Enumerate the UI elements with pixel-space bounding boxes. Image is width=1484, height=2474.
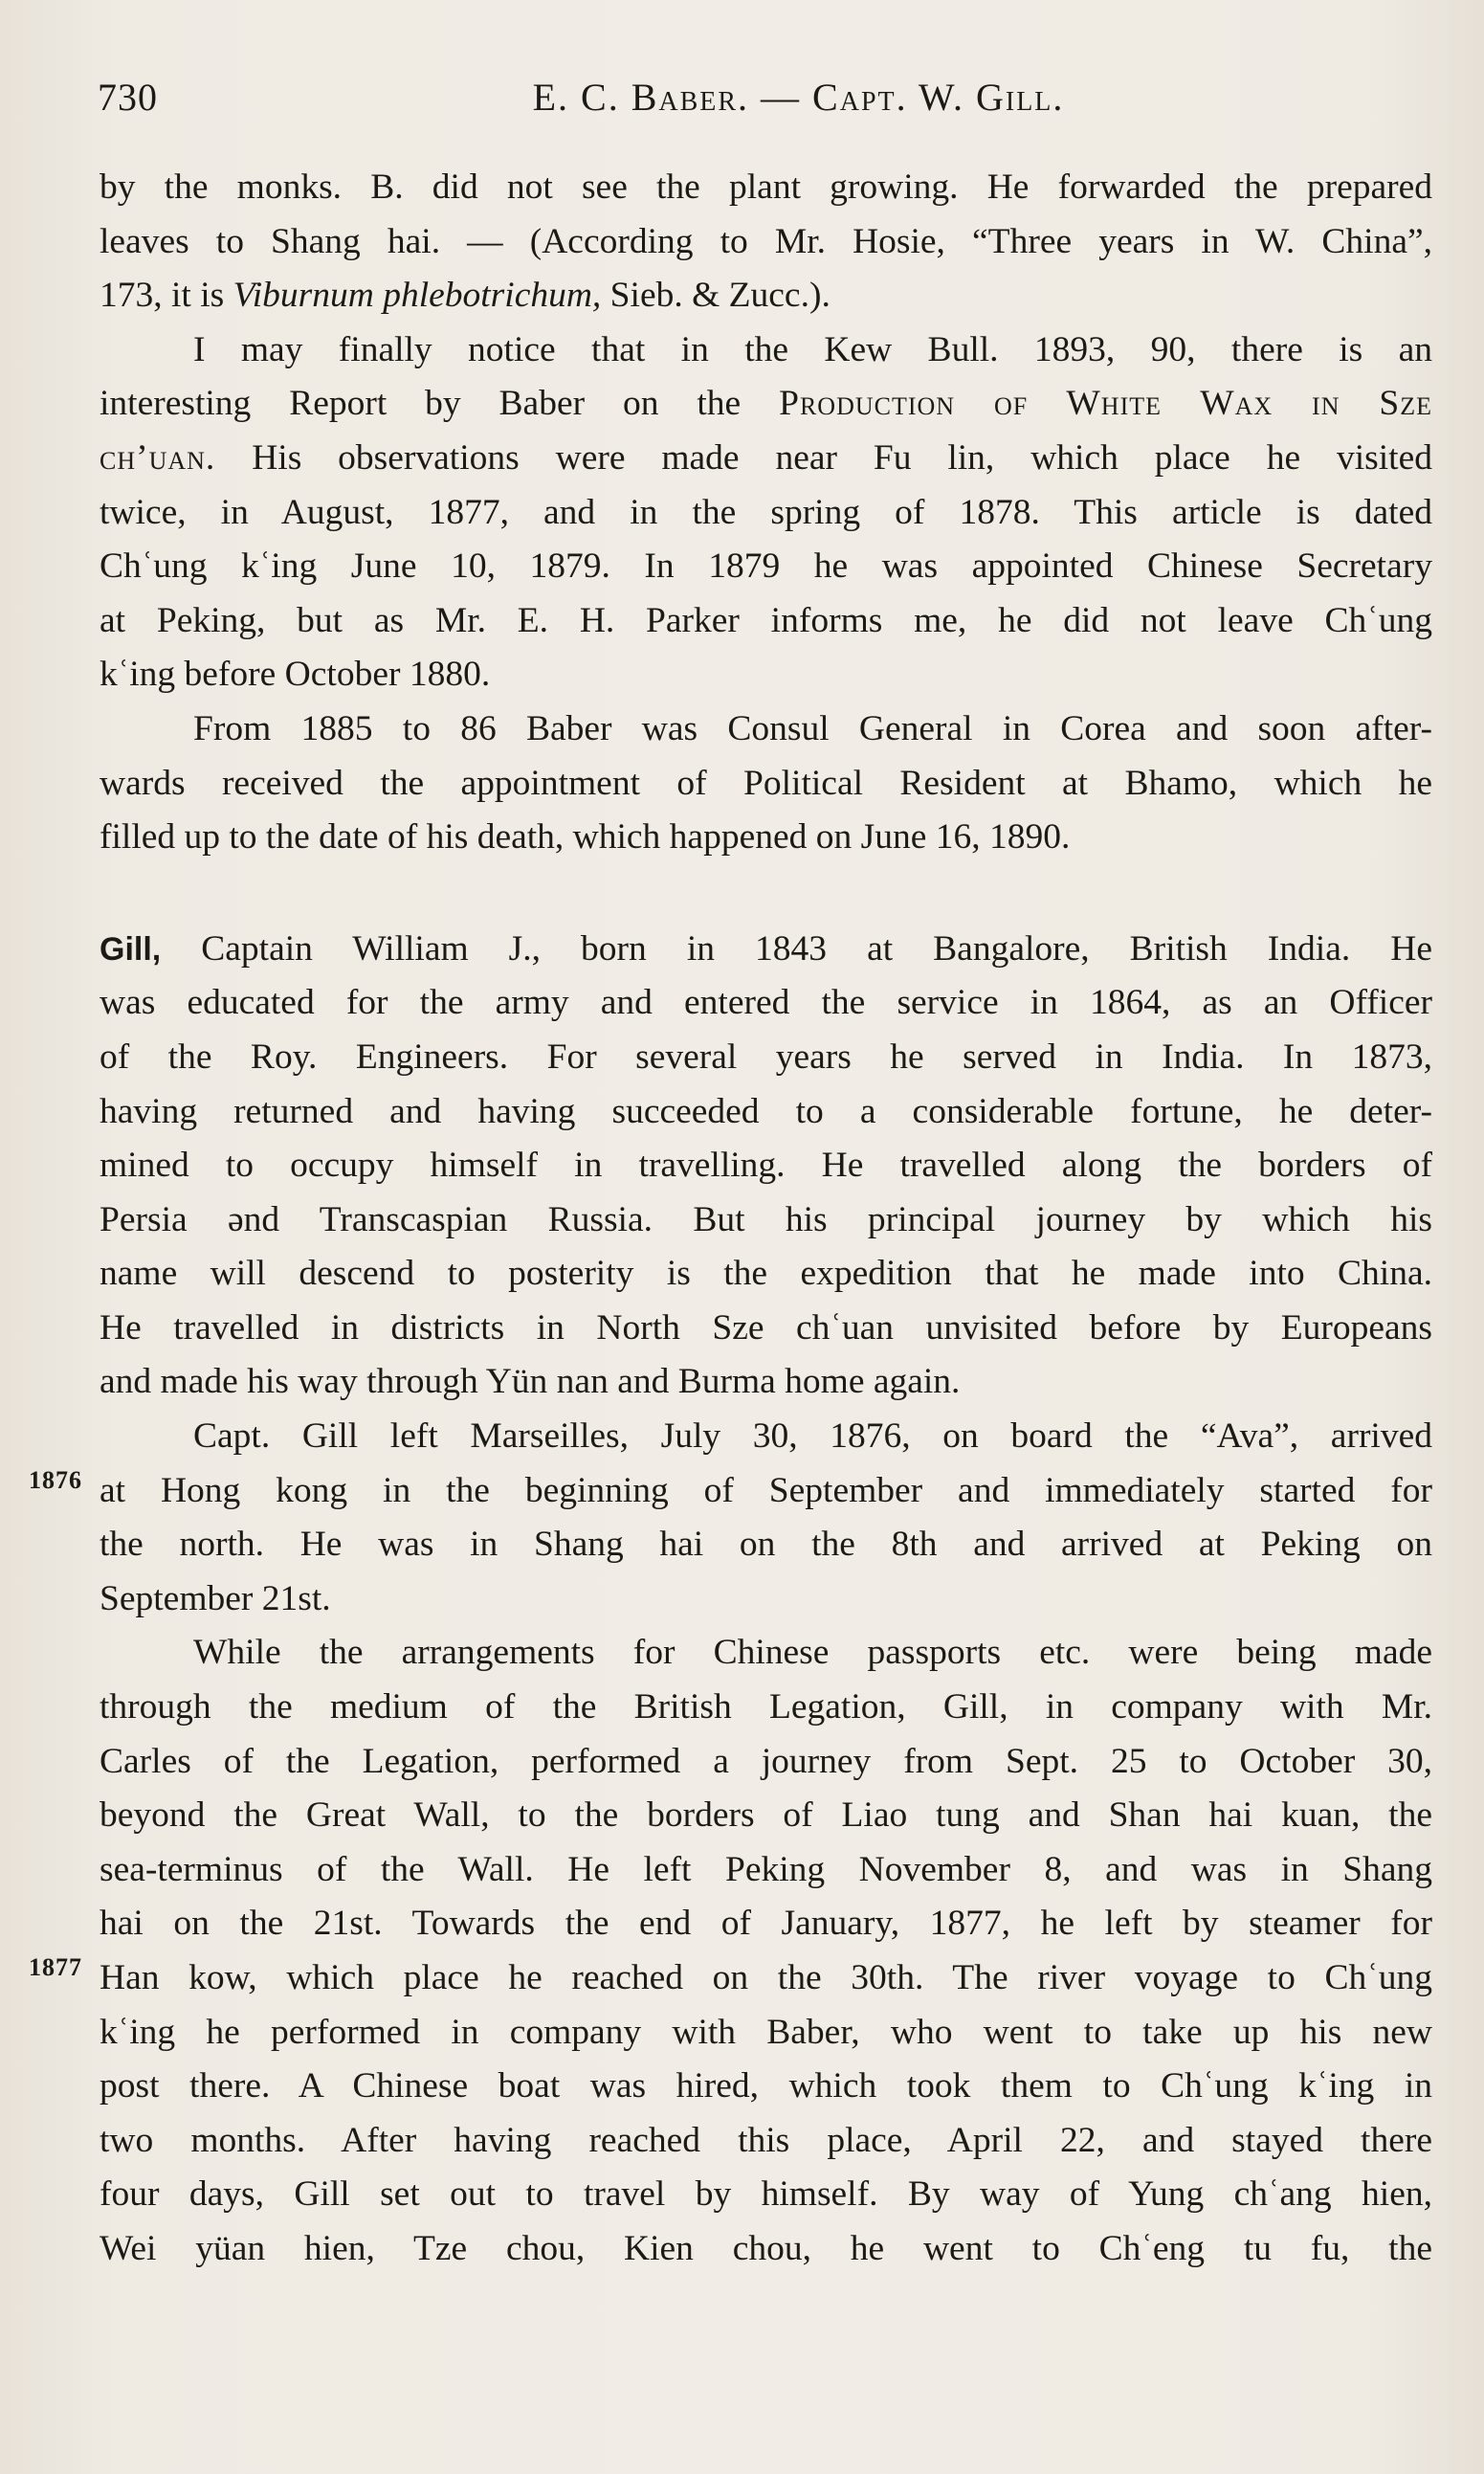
text-line: of the Roy. Engineers. For several years he served in India. In 1873, (100, 1036, 1432, 1077)
text-line (100, 377, 1432, 432)
text-line: twice, in August, 1877, and in the spring of 1878. This article is dated (100, 492, 1432, 532)
text-line: hai on the 21st. Towards the end of January, 1877, he left by steamer for (100, 1904, 1432, 1944)
text-line: wards received the appointment of Political Resident at Bhamo, which he (100, 763, 1432, 803)
paragraph-passports (100, 1626, 1432, 2276)
section-gap (100, 865, 1432, 923)
text-line: kʿing he performed in company with Baber, who went to take up his new (100, 2012, 1432, 2052)
text-line: at Hong kong in the beginning of September and immediately started for (100, 1470, 1432, 1510)
species-name: Viburnum phlebotrichum, (233, 276, 602, 316)
margin-note-1876: 1876 (29, 1466, 82, 1494)
text-line: Han kow, which place he reached on the 30th. The river voyage to Chʿung (100, 1958, 1432, 1997)
text-line: From 1885 to 86 Baber was Consul General in Corea and soon after- (193, 708, 1432, 748)
text-line: While the arrangements for Chinese passports etc. were being made (193, 1633, 1432, 1673)
text-line: leaves to Shang hai. — (According to Mr. Hosie, “Three years in W. China”, (100, 221, 1432, 261)
report-title: Production of White Wax in Sze (779, 384, 1433, 424)
entry-heading-name: Gill, (100, 930, 162, 968)
entry-gill (100, 923, 1432, 1410)
text-line: mined to occupy himself in travelling. He travelled along the borders of (100, 1146, 1432, 1186)
text-line: the north. He was in Shang hai on the 8th and arrived at Peking on (100, 1525, 1432, 1565)
paragraph-marseilles (100, 1410, 1432, 1626)
text-run: 173, it is (100, 276, 233, 316)
paragraph-hosie-note (100, 161, 1432, 323)
page-number: 730 (98, 76, 158, 119)
text-line: I may finally notice that in the Kew Bull. 1893, 90, there is an (193, 329, 1432, 369)
report-title-end: ch’uan. (100, 437, 216, 478)
text-line: four days, Gill set out to travel by himself. By way of Yung chʿang hien, (100, 2174, 1432, 2215)
text-line: and made his way through Yün nan and Burma home again. (100, 1362, 961, 1402)
text-line: Persia ənd Transcaspian Russia. But his principal journey by which his (100, 1199, 1432, 1239)
text-run: interesting Report by Baber on the (100, 384, 780, 424)
text-line (100, 269, 1432, 323)
running-title: E. C. Baber. — Capt. W. Gill. (532, 76, 1065, 119)
text-line (100, 923, 1432, 977)
text-line: sea-terminus of the Wall. He left Peking November 8, and was in Shang (100, 1849, 1432, 1889)
text-line: at Peking, but as Mr. E. H. Parker informs me, he did not leave Chʿung (100, 600, 1432, 640)
text-line: having returned and having succeeded to a considerable fortune, he deter- (100, 1091, 1432, 1131)
body-text (100, 161, 1432, 2277)
text-line: name will descend to posterity is the expedition that he made into China. (100, 1254, 1432, 1294)
text-line (100, 432, 1432, 486)
text-line: kʿing before October 1880. (100, 655, 491, 695)
running-header (98, 75, 1432, 132)
text-line: beyond the Great Wall, to the borders of Liao tung and Shan hai kuan, the (100, 1795, 1432, 1836)
text-line: September 21st. (100, 1578, 331, 1618)
text-line: filled up to the date of his death, which happened on June 16, 1890. (100, 817, 1071, 858)
text-line: post there. A Chinese boat was hired, which took them to Chʿung kʿing in (100, 2066, 1432, 2106)
margin-note-1877: 1877 (29, 1953, 82, 1981)
text-line: Carles of the Legation, performed a journey from Sept. 25 to October 30, (100, 1741, 1432, 1781)
text-line: Wei yüan hien, Tze chou, Kien chou, he went to Chʿeng tu fu, the (100, 2228, 1432, 2268)
text-run: His observations were made near Fu lin, which place he visited (215, 437, 1432, 478)
text-line: Capt. Gill left Marseilles, July 30, 1876, on board the “Ava”, arrived (193, 1416, 1432, 1457)
paragraph-consul (100, 702, 1432, 865)
text-line: was educated for the army and entered the service in 1864, as an Officer (100, 983, 1432, 1023)
text-line: through the medium of the British Legation, Gill, in company with Mr. (100, 1687, 1432, 1727)
paragraph-white-wax (100, 323, 1432, 702)
text-run: Captain William J., born in 1843 at Bangalore, British India. He (161, 928, 1432, 969)
text-line: He travelled in districts in North Sze chʿuan unvisited before by Europeans (100, 1307, 1432, 1348)
text-line: Chʿung kʿing June 10, 1879. In 1879 he was appointed Chinese Secretary (100, 546, 1432, 587)
text-line: two months. After having reached this place, April 22, and stayed there (100, 2120, 1432, 2160)
text-line: by the monks. B. did not see the plant growing. He forwarded the prepared (100, 167, 1432, 207)
text-run: Sieb. & Zucc.). (601, 276, 831, 316)
